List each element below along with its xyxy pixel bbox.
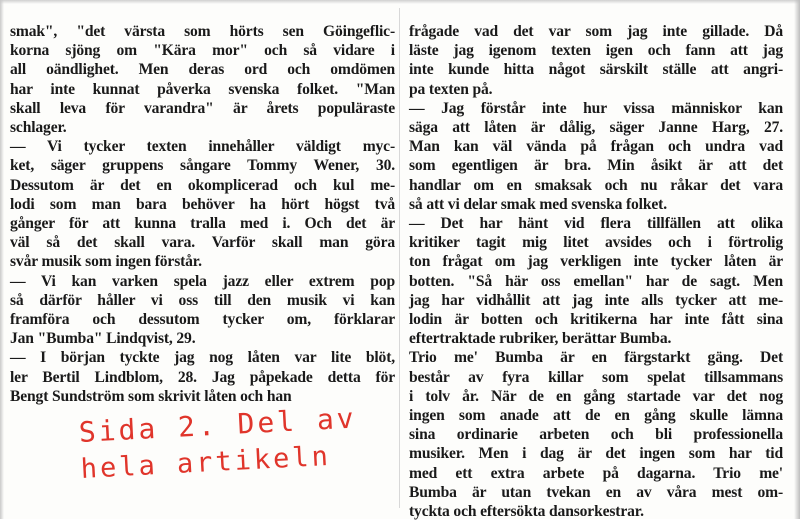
text-line: — Jag förstår inte hur vissa människor kan: [409, 99, 783, 117]
text-line: skall leva för varandra" är årets populäraste: [10, 99, 395, 117]
column-divider: [399, 8, 400, 508]
text-line: svår musik som ingen förstår.: [10, 253, 202, 271]
text-line: sina ordinarie arbeten och bli professionella: [409, 426, 783, 444]
text-line: lodi som man bara behöver ha hört högst två: [10, 195, 395, 213]
text-line: säga att låten är dålig, säger Janne Harg, 27.: [409, 119, 783, 137]
text-line: ton frågat om jag verkligen inte tycker låten är: [409, 253, 783, 271]
text-line: ler Bertil Lindblom, 28. Jag påpekade detta för: [10, 368, 395, 386]
text-line: lodin är botten och kritikerna har inte fått sina: [409, 311, 783, 329]
text-line: kritiker tagit mig litet avsides och i förtrolig: [409, 234, 783, 252]
text-line: handlar om en smaksak och nu råkar det vara: [409, 176, 783, 194]
text-line: tyckta och eftersökta dansorkestrar.: [409, 503, 644, 521]
text-line: — Vi tycker texten innehåller väldigt myc-: [10, 138, 395, 156]
text-line: så att vi delar smak med svenska folket.: [409, 195, 667, 213]
text-line: i tolv år. När de en gång startade var det nog: [409, 387, 783, 405]
text-line: — I början tyckte jag nog låten var lite blöt,: [10, 349, 395, 367]
text-line: väl så det skall vara. Varför skall man göra: [10, 234, 395, 252]
text-line: Bumba är utan tvekan en av våra mest om-: [409, 483, 783, 501]
text-line: pa texten på.: [409, 80, 493, 98]
text-line: frågade vad det var som jag inte gillade. Då: [409, 23, 783, 40]
scan-edge-left: [0, 0, 4, 519]
text-line: botten. "Så här oss emellan" har de sagt. Men: [409, 272, 783, 290]
text-line: har inte kunnat påverka svenska folket. "Man: [10, 80, 395, 98]
text-line: som egentligen är bra. Min åsikt är att det: [409, 157, 783, 175]
text-line: med ett extra arbete på dagarna. Trio me': [409, 464, 783, 482]
text-line: smak", "det värsta som hörts sen Göingeflic-: [10, 23, 395, 40]
article-column-left: [10, 22, 395, 406]
text-line: Jan "Bumba" Lindqvist, 29.: [10, 330, 196, 348]
text-line: så därför håller vi oss till den musik vi kan: [10, 291, 395, 309]
text-line: inte kunde hitta något särskilt ställe att angri-: [409, 61, 783, 79]
scan-edge-right: [794, 0, 800, 519]
text-line: schlager.: [10, 119, 67, 137]
handwritten-note-line-1: Sida 2. Del av: [78, 401, 358, 449]
handwritten-note-line-2: hela artikeln: [80, 440, 332, 485]
text-line: ket, säger gruppens sångare Tommy Wener, 30.: [10, 157, 395, 175]
scan-edge-top: [0, 0, 800, 4]
text-line: framföra och dessutom tycker om, förklarar: [10, 311, 395, 329]
text-line: läste jag igenom texten igen och fann att jag: [409, 42, 783, 60]
text-line: består av fyra killar som spelat tillsammans: [409, 368, 783, 386]
text-line: all oändlighet. Men deras ord och omdömen: [10, 61, 395, 79]
text-line: Man kan väl vända på frågan och undra vad: [409, 138, 783, 156]
text-line: Trio me' Bumba är en färgstarkt gäng. Det: [409, 349, 783, 367]
text-line: eftertraktade rubriker, berättar Bumba.: [409, 330, 672, 348]
text-line: musiker. Men i dag är det ingen som har tid: [409, 445, 783, 463]
text-line: Bengt Sundström som skrivit låten och han: [10, 387, 292, 405]
article-column-right: [409, 22, 783, 521]
text-line: ingen som anade att de en gång skulle lämna: [409, 407, 783, 425]
text-line: gånger för att kunna tralla med i. Och det är: [10, 215, 395, 233]
text-line: Dessutom är det en okomplicerad och kul me-: [10, 176, 395, 194]
text-line: jag har vidhållit att jag inte alls tycker att me-: [409, 291, 783, 309]
text-line: — Vi kan varken spela jazz eller extrem pop: [10, 272, 395, 290]
text-line: — Det har hänt vid flera tillfällen att olika: [409, 215, 783, 233]
text-line: korna sjöng om "Kära mor" och så vidare i: [10, 42, 395, 60]
